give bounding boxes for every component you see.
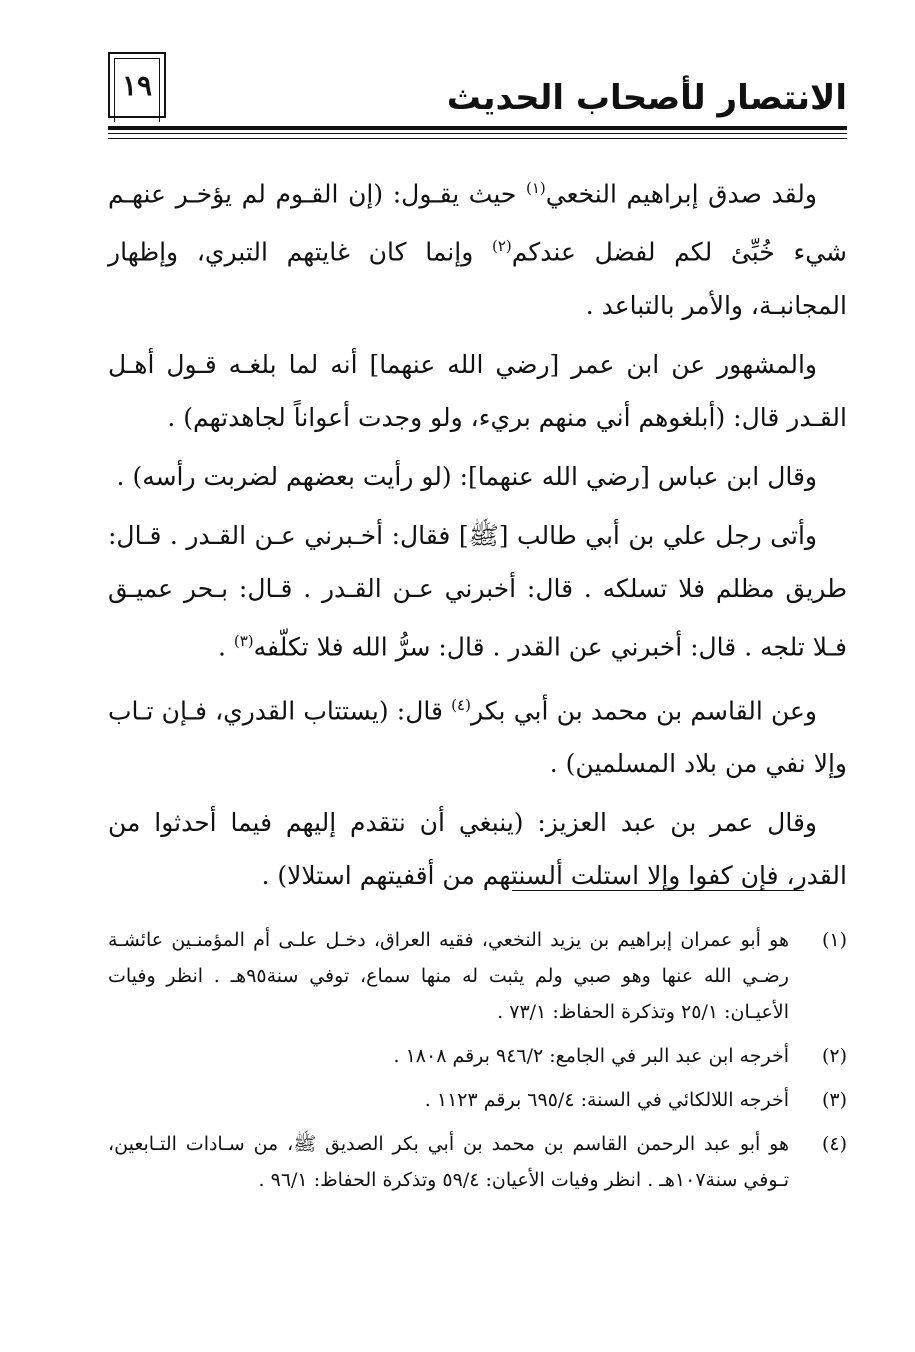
footnote-number: (٢) — [821, 1045, 847, 1067]
main-text — [108, 162, 847, 908]
header-rule — [108, 126, 847, 130]
paragraph: وقال عمر بن عبد العزيز: (ينبغي أن نتقدم إليهم فيما أحدثوا من القدر، فإن كفوا وإلا استلت ألسنتهم من أقفيتهم استلالا) . — [108, 808, 847, 891]
footnote-number: (٤) — [821, 1133, 847, 1155]
footnote-ref: (٢) — [491, 237, 512, 256]
footnote-number: (٣) — [821, 1089, 847, 1111]
paragraph: والمشهور عن ابن عمر [رضي الله عنهما] أنه لما بلغـه قـول أهـل القـدر قال: (أبلغوهم أني منهم بريء، ولو وجدت أعواناً لجاهدتهم) . — [108, 349, 847, 432]
footnote — [108, 1126, 847, 1198]
page-number-text: ١٩ — [121, 68, 153, 102]
footnote-text: هو أبو عمران إبراهيم بن يزيد النخعي، فقيه العراق، دخـل علـى أم المؤمنـين عائشـة رضـي الله عنها وهو صبي ولم يثبت له منها سماع، توفي سنة٩٥هـ . انظر وفيات الأعيـان: ٢٥/١ وتذكرة الحفاظ: ٧٣/١ . — [108, 929, 789, 1023]
paragraph: وعن القاسم بن محمد بن أبي بكر$^{(٤)}$ قال: (يستتاب القدري، فـإن تـاب وإلا نفي من بلاد المسلمين) . — [108, 695, 847, 779]
footnote — [108, 1082, 847, 1118]
footnote-text: أخرجه اللالكائي في السنة: ٦٩٥/٤ برقم ١١٢٣ . — [424, 1089, 789, 1111]
footnotes — [108, 922, 847, 1206]
footnote-separator — [512, 890, 804, 891]
paragraph: ولقد صدق إبراهيم النخعي$^{(١)}$ حيث يقـول: (إن القـوم لم يؤخـر عنهـم شيء خُبِّئ لكم لفضل عندكم$^{(٢)}$ وإنما كان غايتهم التبري، وإظهار المجانبـة، والأمر بالتباعد . — [108, 179, 847, 320]
footnote-number: (١) — [821, 929, 847, 951]
footnote — [108, 1038, 847, 1074]
page-number — [108, 52, 166, 118]
paragraph: وقال ابن عباس [رضي الله عنهما]: (لو رأيت بعضهم لضربت رأسه) . — [116, 461, 817, 491]
footnote-ref: (٤) — [451, 695, 471, 714]
footnote — [108, 922, 847, 1030]
header-rule-thin — [108, 133, 847, 134]
paragraph: وأتى رجل علي بن أبي طالب [ﷺ] فقال: أخـبرني عـن القـدر . قـال: طريق مظلم فلا تسلكه . قال: أخبرني عـن القـدر . قـال: بـحر عميـق فـلا تلجه . قال: أخبرني عن القدر . قال: سرُّ الله فلا تكلّفه$^{(٣)}$ . — [108, 520, 847, 661]
footnote-text: أخرجه ابن عبد البر في الجامع: ٩٤٦/٢ برقم ١٨٠٨ . — [393, 1045, 789, 1067]
header-rule-thin-second — [108, 138, 847, 139]
footnote-ref: (٣) — [233, 631, 254, 650]
footnote-text: هو أبو عبد الرحمن القاسم بن محمد بن أبي بكر الصديق ﷺ، من سـادات التـابعين، تـوفي سنة١٠٧هـ . انظر وفيات الأعيان: ٥٩/٤ وتذكرة الحفاظ: ٩٦/١ . — [108, 1133, 789, 1191]
running-header-title: الانتصار لأصحاب الحديث — [446, 78, 847, 118]
footnote-ref: (١) — [525, 179, 546, 197]
